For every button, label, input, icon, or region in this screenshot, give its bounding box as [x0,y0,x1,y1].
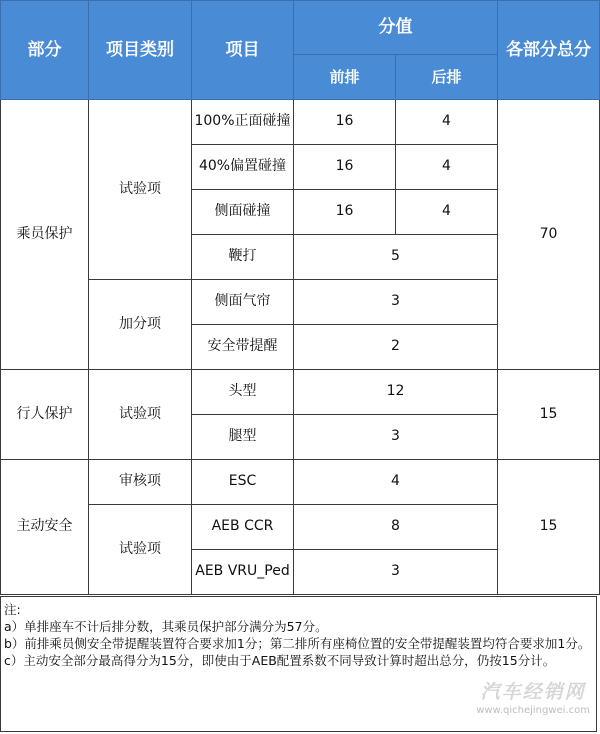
item-cell: 侧面气帘 [192,280,294,325]
category-active-test: 试验项 [89,505,192,595]
total-occupant: 70 [498,100,600,370]
category-pedestrian-test: 试验项 [89,370,192,460]
front-score: 16 [294,100,396,145]
score-cell: 2 [294,325,498,370]
category-occupant-test: 试验项 [89,100,192,280]
score-cell: 3 [294,550,498,595]
note-a: a）单排座车不计后排分数，其乘员保护部分满分为57分。 [4,619,328,634]
item-cell: 鞭打 [192,235,294,280]
item-cell: ESC [192,460,294,505]
part-active: 主动安全 [1,460,89,595]
header-category: 项目类别 [89,1,192,100]
category-active-audit: 审核项 [89,460,192,505]
part-occupant: 乘员保护 [1,100,89,370]
score-cell: 12 [294,370,498,415]
category-occupant-bonus: 加分项 [89,280,192,370]
header-item: 项目 [192,1,294,100]
score-cell: 3 [294,415,498,460]
rear-score: 4 [396,145,498,190]
front-score: 16 [294,145,396,190]
notes-box [0,596,597,732]
score-cell: 4 [294,460,498,505]
watermark-name: 汽车经销网 [480,681,586,703]
note-c: c）主动安全部分最高得分为15分，即使由于AEB配置系数不同导致计算时超出总分，仍按15分计。 [4,653,556,668]
notes-title: 注: [4,602,21,617]
header-total: 各部分总分 [498,1,600,100]
item-cell: AEB CCR [192,505,294,550]
item-cell: 安全带提醒 [192,325,294,370]
item-cell: 100%正面碰撞 [192,100,294,145]
watermark-url: www.qichejingwei.com [476,705,590,716]
score-cell: 5 [294,235,498,280]
rear-score: 4 [396,190,498,235]
front-score: 16 [294,190,396,235]
table-row [1,100,600,145]
header-rear: 后排 [396,55,498,100]
item-cell: AEB VRU_Ped [192,550,294,595]
part-pedestrian: 行人保护 [1,370,89,460]
rear-score: 4 [396,100,498,145]
score-cell: 3 [294,280,498,325]
total-active: 15 [498,460,600,595]
total-pedestrian: 15 [498,370,600,460]
table-row [1,370,600,415]
item-cell: 40%偏置碰撞 [192,145,294,190]
table-row [1,460,600,505]
note-b: b）前排乘员侧安全带提醒装置符合要求加1分；第二排所有座椅位置的安全带提醒装置均符合要求加1分。 [4,636,591,651]
header-front: 前排 [294,55,396,100]
item-cell: 腿型 [192,415,294,460]
item-cell: 侧面碰撞 [192,190,294,235]
header-score: 分值 [294,1,498,55]
item-cell: 头型 [192,370,294,415]
header-part: 部分 [1,1,89,100]
score-cell: 8 [294,505,498,550]
